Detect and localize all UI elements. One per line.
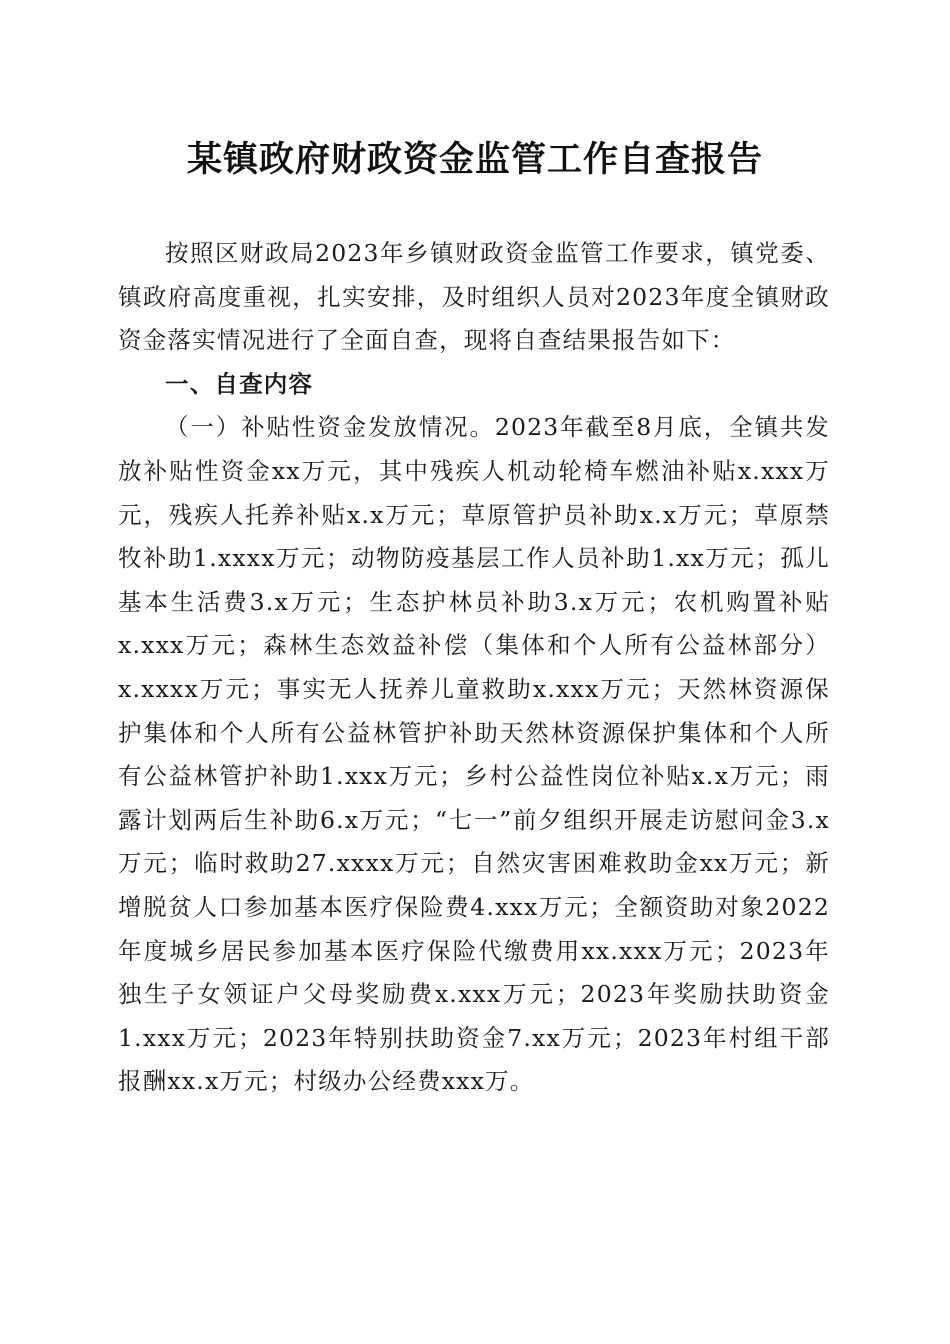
document-title: 某镇政府财政资金监管工作自查报告 (186, 139, 763, 180)
section-heading: 一、自查内容 (165, 369, 314, 398)
intro-paragraph: 按照区财政局2023年乡镇财政资金监管工作要求，镇党委、镇政府高度重视，扎实安排，及时组织人员对2023年度全镇财政资金落实情况进行了全面自查，现将自查结果报告如下： (118, 239, 830, 355)
subsection-body: 2023年截至8月底，全镇共发放补贴性资金xx万元，其中残疾人机动轮椅车燃油补贴x.xxx万元，残疾人托养补贴x.x万元；草原管护员补助x.x万元；草原禁牧补助1.xxxx万元；动物防疫基层工作人员补助1.xx万元；孤儿基本生活费3.x万元；生态护林员补助3.x万元；农机购置补贴x.xxx万元；森林生态效益补偿（集体和个人所有公益林部分）x.xxxx万元；事实无人抚养儿童救助x.xxx万元；天然林资源保护集体和个人所有公益林管护补助天然林资源保护集体和个人所有公益林管护补助1.xxx万元；乡村公益性岗位补贴x.x万元；雨露计划两后生补助6.x万元；“七一”前夕组织开展走访慰问金3.x万元；临时救助27.xxxx万元；自然灾害困难救助金xx万元；新增脱贫人口参加基本医疗保险费4.xxx万元；全额资助对象2022年度城乡居民参加基本医疗保险代缴费用xx.xxx万元；2023年独生子女领证户父母奖励费x.xxx万元；2023年奖励扶助资金1.xxx万元；2023年特别扶助资金7.xx万元；2023年村组干部报酬xx.x万元；村级办公经费xxx万。 (118, 413, 830, 1096)
subsection-paragraph (118, 406, 830, 1104)
subsection-heading: （一）补贴性资金发放情况。 (165, 413, 495, 442)
document-body (118, 232, 830, 1104)
